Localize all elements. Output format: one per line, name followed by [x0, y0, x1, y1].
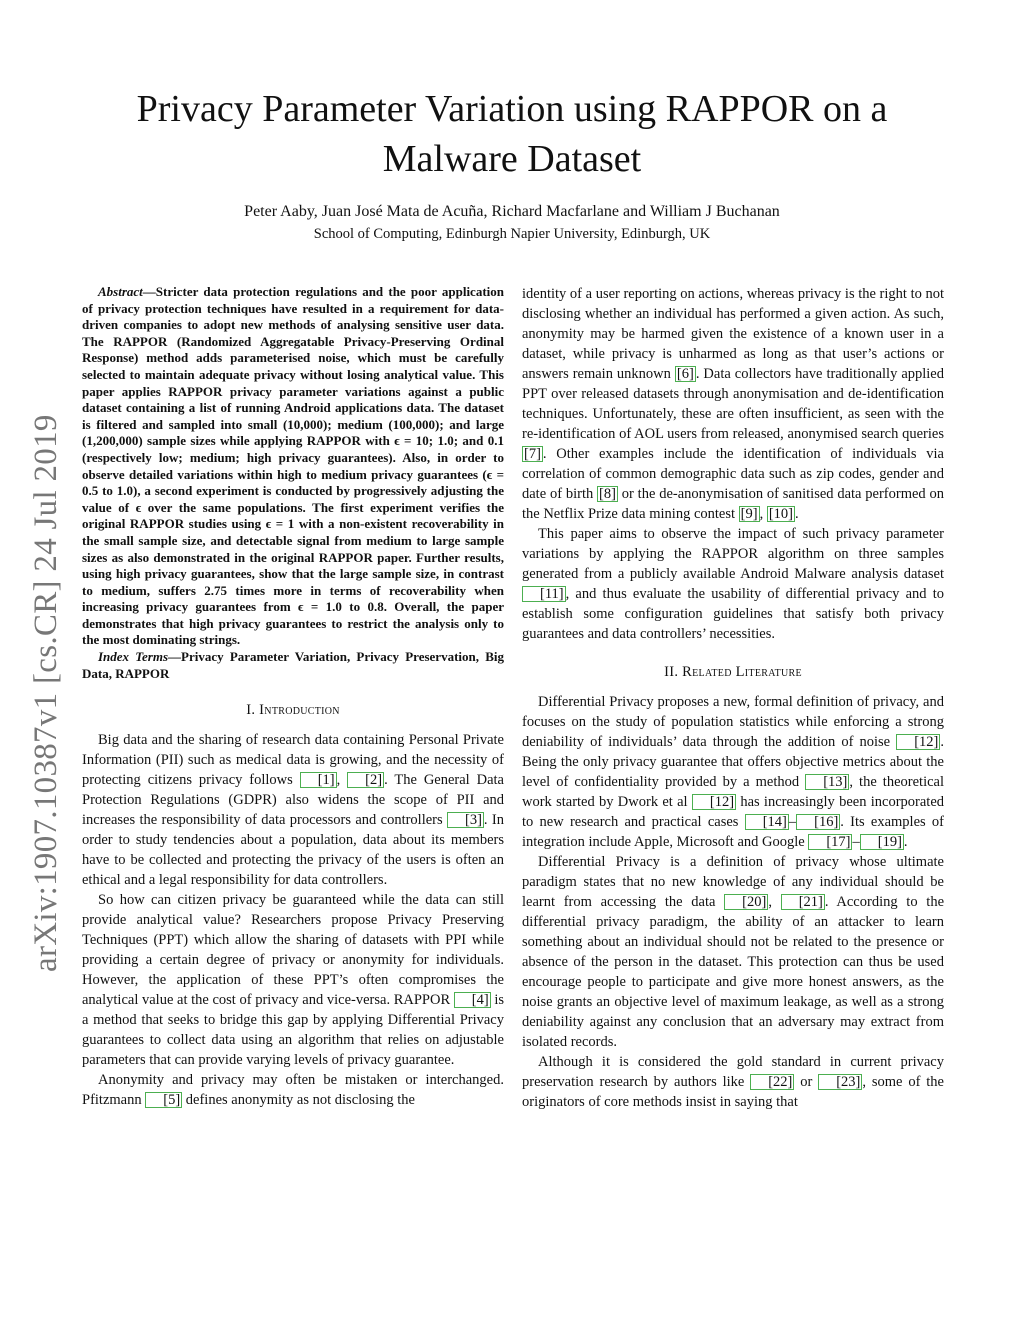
- citation-link[interactable]: [13]: [805, 774, 849, 790]
- index-terms-text: —Privacy Parameter Variation, Privacy Preservation, Big Data, RAPPOR: [82, 649, 504, 681]
- text-run: . Data collectors have traditionally applied PPT over released datasets through anonymisation and de-identification techniques. Unfortunately, these are often insufficient, as seen with the re-identification of AOL users from released, anonymised search queries: [522, 366, 944, 442]
- intro-paragraph: [82, 730, 504, 890]
- text-run: .: [903, 834, 908, 850]
- citation-link[interactable]: [4]: [454, 992, 491, 1008]
- related-paragraph: [522, 692, 944, 852]
- intro-paragraph-continued: [522, 284, 944, 524]
- citation-link[interactable]: [12]: [896, 734, 940, 750]
- text-run: . According to the differential privacy paradigm, the ability of an attacker to learn something about an individual should not be related to the presence or absence of the person in the dataset. This protection can thus be used encourage people to participate and give more honest answers, as the noise grants an objective level of maximum leakage, as well as a strong deniability against any conclusion that an adversary may extract from isolated records.: [522, 894, 945, 1050]
- text-run: This paper aims to observe the impact of such privacy parameter variations by applying the RAPPOR algorithm on three samples generated from a publicly available Android Malware analysis dataset: [522, 526, 944, 582]
- text-run: or: [794, 1074, 819, 1090]
- citation-link[interactable]: [1]: [300, 772, 337, 788]
- text-run: or the de-anonymisation of sanitised data performed on the Netflix Prize data mining contest: [522, 486, 944, 522]
- text-run: –: [788, 814, 797, 830]
- citation-link[interactable]: [5]: [145, 1092, 182, 1108]
- paper-title: Privacy Parameter Variation using RAPPOR on a Malware Dataset: [136, 88, 888, 180]
- related-paragraph: [522, 1052, 944, 1112]
- citation-link[interactable]: [3]: [447, 812, 484, 828]
- citation-link[interactable]: [14]: [745, 814, 789, 830]
- text-run: –: [852, 834, 860, 850]
- text-run: defines anonymity as not disclosing the: [182, 1092, 415, 1109]
- index-terms: [82, 649, 504, 682]
- text-run: ,: [759, 506, 767, 522]
- citation-link[interactable]: [19]: [860, 834, 904, 850]
- citation-link[interactable]: [10]: [768, 506, 793, 522]
- text-run: , and thus evaluate the usability of differential privacy and to establish some configuration guidelines that satisfy both privacy guarantees and data controllers’ necessities.: [522, 586, 944, 642]
- citation-link[interactable]: [9]: [740, 506, 758, 522]
- section-heading-related-literature: II. Related Literature: [664, 664, 802, 680]
- abstract-label: Abstract: [98, 284, 143, 299]
- intro-paragraph: [82, 1070, 504, 1110]
- text-run: Big data and the sharing of research data containing Personal Private Information (PII) such as medical data is growing, and the necessity of protecting citizens privacy follows: [82, 732, 504, 789]
- text-run: has increasingly been incorporated to new research and practical cases: [522, 794, 944, 830]
- intro-paragraph: [82, 890, 504, 1070]
- text-run: .: [794, 506, 799, 522]
- citation-link[interactable]: [20]: [724, 894, 768, 910]
- author-list: Peter Aaby, Juan José Mata de Acuña, Richard Macfarlane and William J Buchanan: [244, 203, 780, 220]
- related-paragraph: [522, 852, 944, 1052]
- text-run: ,: [336, 772, 348, 789]
- text-run: ,: [768, 894, 781, 910]
- section-heading-introduction: I. Introduction: [246, 702, 340, 719]
- text-run: Differential Privacy proposes a new, formal definition of privacy, and focuses on the study of population statistics while enforcing a strong deniability of individuals’ data through the addition of noise: [522, 694, 944, 750]
- text-run: is a method that seeks to bridge this gap by applying Differential Privacy guarantees to collect data using an algorithm that relies on adjustable parameters that can provide varying levels of privacy guarantee.: [82, 992, 504, 1069]
- citation-link[interactable]: [12]: [692, 794, 736, 810]
- text-run: , some of the originators of core methods insist in saying that: [522, 1074, 944, 1110]
- citation-link[interactable]: [8]: [599, 486, 616, 502]
- citation-link[interactable]: [21]: [781, 894, 825, 910]
- text-run: . Other examples include the identification of individuals via correlation of common demographic data such as zip codes, gender and date of birth: [522, 446, 944, 502]
- citation-link[interactable]: [7]: [524, 446, 541, 462]
- intro-paragraph: [522, 524, 944, 644]
- text-run: . In order to study tendencies about a population, data about its members have to be collected and protecting the privacy of the users is often an ethical and a legal responsibility for data controllers.: [82, 812, 504, 889]
- citation-link[interactable]: [6]: [676, 366, 694, 382]
- citation-link[interactable]: [23]: [818, 1074, 862, 1090]
- text-run: Differential Privacy is a definition of privacy whose ultimate paradigm states that no new knowledge of any individual should be learnt from accessing the data: [522, 854, 944, 910]
- index-terms-label: Index Terms: [98, 649, 169, 665]
- left-column: [82, 284, 504, 1110]
- affiliation: School of Computing, Edinburgh Napier University, Edinburgh, UK: [313, 226, 711, 242]
- citation-link[interactable]: [17]: [808, 834, 852, 850]
- text-run: identity of a user reporting on actions, whereas privacy is the right to not disclosing whether an individual has performed a given action. As such, anonymity may be harmed given the existence of a known user in a dataset, while privacy is unharmed as long as that user’s actions or answers remain unknown: [522, 286, 945, 382]
- citation-link[interactable]: [22]: [750, 1074, 794, 1090]
- text-run: Although it is considered the gold standard in current privacy preservation research by authors like: [522, 1054, 944, 1090]
- right-column: [522, 284, 944, 1112]
- citation-link[interactable]: [16]: [796, 814, 840, 830]
- citation-link[interactable]: [2]: [347, 772, 384, 788]
- arxiv-identifier: arXiv:1907.10387v1 [cs.CR] 24 Jul 2019: [28, 414, 64, 972]
- text-run: Anonymity and privacy may often be mistaken or interchanged. Pfitzmann: [82, 1072, 504, 1109]
- abstract: [82, 284, 504, 649]
- text-run: . The General Data Protection Regulations (GDPR) also widens the scope of PII and increases the responsibility of data processors and controllers: [82, 772, 504, 829]
- text-run: . Its examples of integration include Apple, Microsoft and Google: [522, 814, 944, 850]
- text-run: , the theoretical work started by Dwork et al: [522, 774, 944, 810]
- citation-link[interactable]: [11]: [522, 586, 566, 602]
- text-run: . Being the only privacy guarantee that offers objective metrics about the level of confidentiality provided by a method: [522, 734, 944, 790]
- abstract-text: —Stricter data protection regulations and the poor application of privacy protection techniques have resulted in a requirement for data-driven companies to adopt new methods of analysing sensitive user data. The RAPPOR (Randomized Aggregatable Privacy-Preserving Ordinal Response) method adds parameterised noise, which must be carefully selected to maintain adequate privacy without losing analytical value. This paper applies RAPPOR privacy parameter variations against a public dataset containing a list of running Android applications data. The dataset is filtered and sampled into small (10,000); medium (100,000); and large (1,200,000) sample sizes while applying RAPPOR with ϵ = 10; 1.0; and 0.1 (respectively low; medium; high privacy guarantees). Also, in order to observe detailed variations within high to medium privacy guarantees (ϵ = 0.5 to 1.0), a second experiment is conducted by progressively adjusting the value of ϵ over the same populations. The first experiment verifies the original RAPPOR studies using ϵ = 1 with a non-existent recoverability in the small sample size, and detectable signal from medium to large sample sizes as also demonstrated in the original RAPPOR paper. Further results, using high privacy guarantees, show that the large sample size, in contrast to medium, suffers 2.75 times more in terms of recoverability when increasing privacy guarantees from ϵ = 1.0 to 0.8. Overall, the paper demonstrates that high privacy guarantees to restrict the analysis only to the most dominating strings.: [82, 284, 504, 648]
- text-run: So how can citizen privacy be guaranteed while the data can still provide analytical value? Researchers propose Privacy Preserving Techniques (PPT) which allow the sharing of datasets with PPI while providing a certain degree of privacy or anonymity for individuals. However, the application of these PPT’s often compromises the analytical value at the cost of privacy and vice-versa. RAPPOR: [82, 892, 504, 1009]
